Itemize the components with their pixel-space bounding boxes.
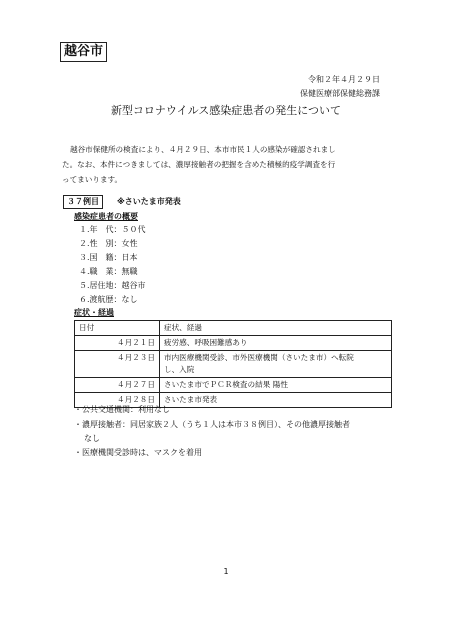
table-row xyxy=(75,378,392,393)
case-number-label: ３７例目 xyxy=(63,195,103,209)
intro-paragraph xyxy=(62,142,392,187)
table-row xyxy=(75,351,392,378)
intro-line: た。なお、本件につきましては、濃厚接触者の把握を含めた積極的疫学調査を行 xyxy=(62,160,336,169)
row-progress-line: 市内医療機関受診、市外医療機関（さいたま市）へ転院 xyxy=(164,353,354,362)
overview-item-age: １.年 代：５０代 xyxy=(79,225,146,234)
row-progress xyxy=(160,336,392,351)
row-progress xyxy=(160,378,392,393)
bullet-close-contacts: ・濃厚接触者：同居家族２人（うち１人は本市３８例目）、その他濃厚接触者 xyxy=(74,420,350,429)
overview-item-occupation: ４.職 業：無職 xyxy=(79,267,138,276)
case-source-note: ※さいたま市発表 xyxy=(117,197,181,206)
bullet-public-transport: ・公共交通機関：利用なし xyxy=(74,405,170,414)
document-date: 令和２年４月２９日 xyxy=(308,75,380,84)
bullet-close-contacts-continued: なし xyxy=(84,434,100,443)
row-progress-line: 疲労感、呼吸困難感あり xyxy=(164,338,248,347)
symptoms-table xyxy=(74,320,392,408)
overview-item-travel: ６.渡航歴：なし xyxy=(79,295,138,304)
row-progress-line: さいたま市でＰＣＲ検査の結果 陽性 xyxy=(164,380,288,389)
table-row xyxy=(75,336,392,351)
overview-item-nationality: ３.国 籍：日本 xyxy=(79,253,138,262)
column-header-progress: 症状、経過 xyxy=(160,321,392,336)
intro-line: 越谷市保健所の検査により、４月２９日、本市市民１人の感染が確認されまし xyxy=(70,145,336,154)
overview-item-residence: ５.居住地：越谷市 xyxy=(79,281,146,290)
page-number: 1 xyxy=(223,567,229,576)
table-header-row xyxy=(75,321,392,336)
overview-heading: 感染症患者の概要 xyxy=(74,212,138,221)
row-progress xyxy=(160,393,392,408)
column-header-date: 日付 xyxy=(75,321,160,336)
row-progress xyxy=(160,351,392,378)
city-label: 越谷市 xyxy=(60,42,107,62)
row-date: ４月２１日 xyxy=(75,336,160,351)
row-date: ４月２８日 xyxy=(75,393,160,408)
issuing-department: 保健医療部保健総務課 xyxy=(300,89,380,98)
symptoms-heading: 症状・経過 xyxy=(74,308,114,317)
row-date: ４月２３日 xyxy=(75,351,160,378)
row-date: ４月２７日 xyxy=(75,378,160,393)
overview-item-sex: ２.性 別：女性 xyxy=(79,239,138,248)
intro-line: ってまいります。 xyxy=(62,175,123,184)
bullet-mask: ・医療機関受診時は、マスクを着用 xyxy=(74,448,202,457)
page-title: 新型コロナウイルス感染症患者の発生について xyxy=(110,104,342,117)
row-progress-line: さいたま市発表 xyxy=(164,395,218,404)
row-progress-line: し、入院 xyxy=(164,365,195,374)
